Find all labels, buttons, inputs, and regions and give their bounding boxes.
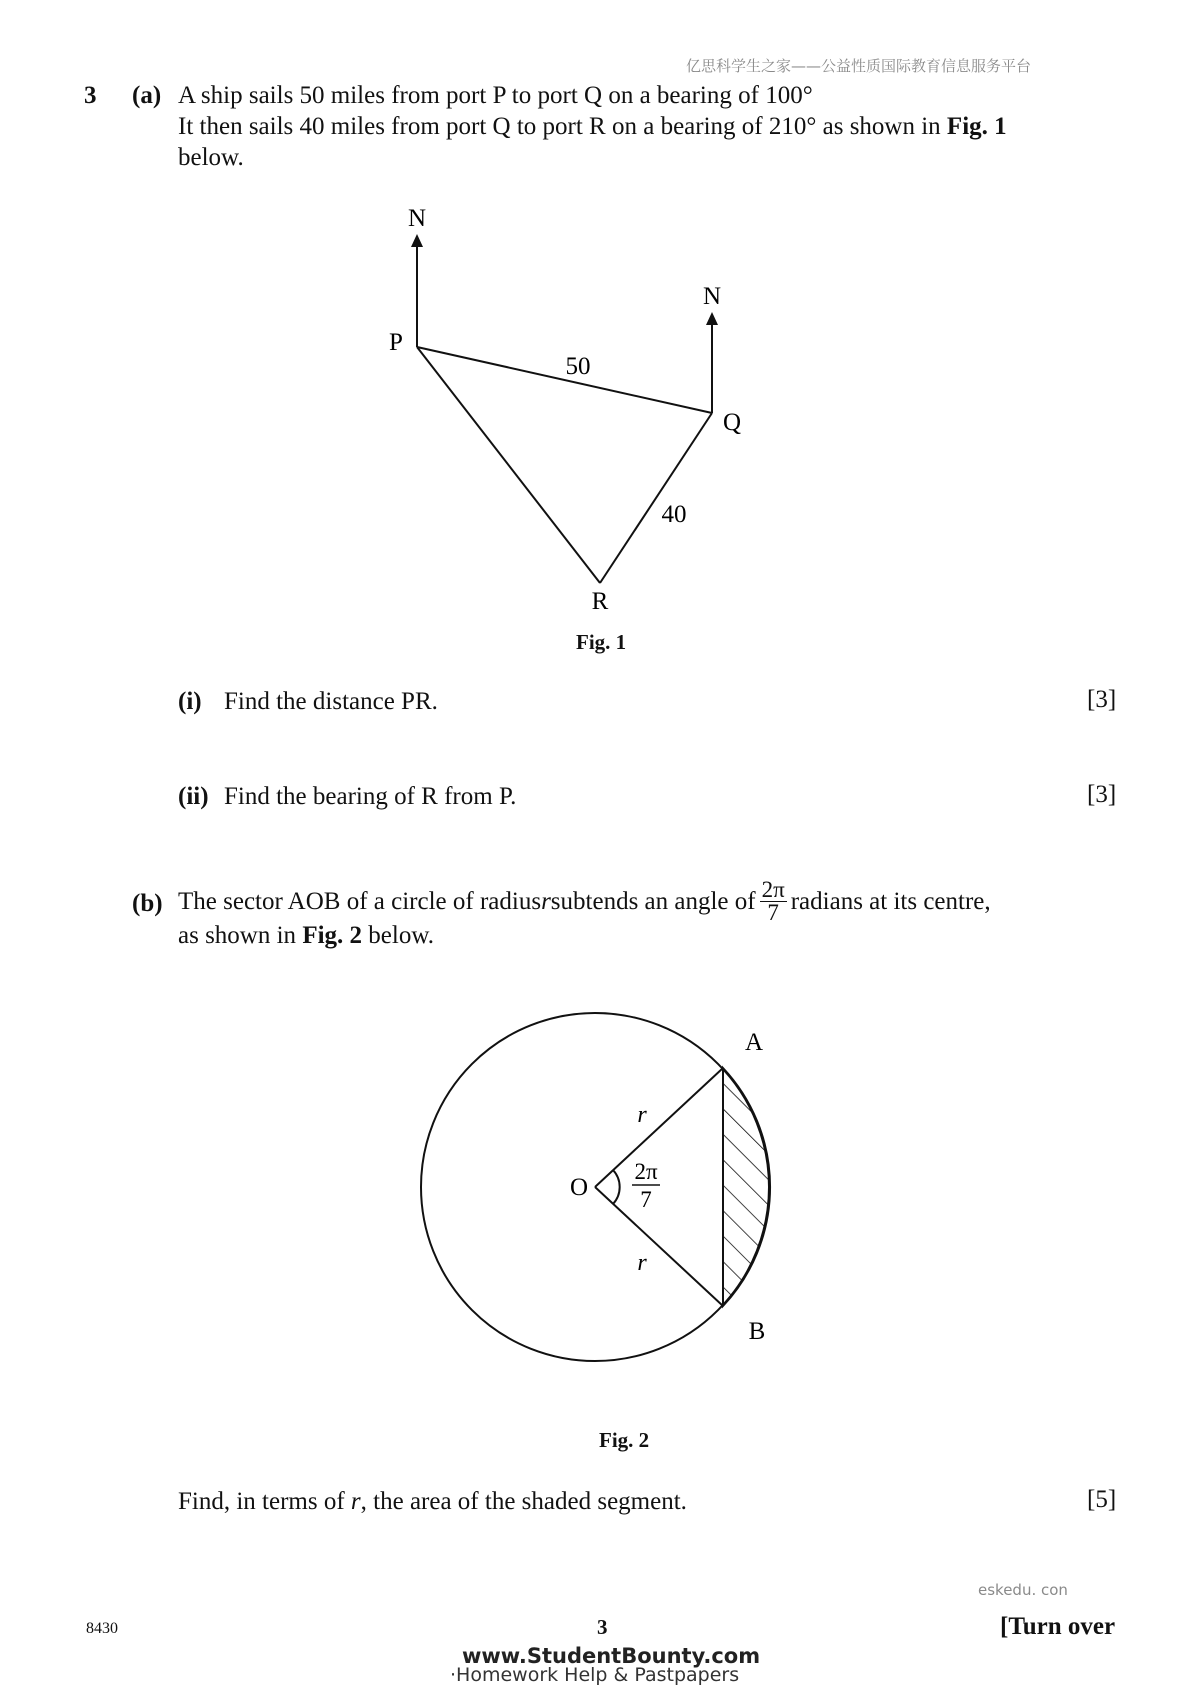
- length-pq-label: 50: [565, 353, 591, 380]
- sub-ii-text: Find the bearing of R from P.: [224, 783, 517, 810]
- eskedu-watermark: eskedu. con: [978, 1581, 1068, 1599]
- part-a-label: (a): [132, 82, 162, 109]
- sub-ii-label: (ii): [178, 783, 209, 810]
- fig2-reference: Fig. 2: [302, 922, 363, 949]
- part-a-line3: below.: [178, 144, 244, 171]
- sub-i-text: Find the distance PR.: [224, 688, 438, 715]
- angle-arc: [613, 1170, 620, 1204]
- fig1-caption: Fig. 1: [576, 630, 627, 654]
- fig2-caption: Fig. 2: [599, 1428, 650, 1452]
- angle-fraction-num: 2π: [761, 876, 785, 902]
- radius-label-bottom: r: [637, 1250, 647, 1276]
- part-b-line2-pre: as shown in: [178, 922, 303, 949]
- length-qr-label: 40: [661, 501, 687, 528]
- fig2-diagram: [410, 1000, 790, 1400]
- angle-label-den: 7: [640, 1187, 652, 1212]
- angle-label-num: 2π: [634, 1159, 658, 1184]
- sub-ii-marks: [3]: [1087, 781, 1117, 808]
- part-a-line2-text: It then sails 40 miles from port Q to port R on a bearing of 210° as shown in: [178, 113, 947, 140]
- part-b-line1-post: radians at its centre,: [790, 887, 991, 915]
- angle-fraction-den: 7: [767, 899, 779, 925]
- part-a-line2: [178, 111, 1007, 142]
- north-arrowhead-p: [411, 234, 423, 247]
- part-b-radius-var: r: [541, 887, 551, 915]
- angle-fraction: [760, 876, 787, 925]
- sub-i-marks: [3]: [1087, 686, 1117, 713]
- point-r-label: R: [591, 588, 609, 615]
- north-label-p: N: [407, 205, 427, 232]
- north-arrowhead-q: [706, 312, 718, 325]
- fig1-reference: Fig. 1: [946, 113, 1007, 140]
- radius-ob: [595, 1187, 723, 1306]
- part-a-line1: A ship sails 50 miles from port P to port Q on a bearing of 100°: [178, 82, 813, 109]
- part-b-task-post: , the area of the shaded segment.: [360, 1488, 687, 1515]
- studentbounty-url[interactable]: www.StudentBounty.com: [462, 1644, 761, 1668]
- top-watermark: 亿思科学生之家——公益性质国际教育信息服务平台: [686, 57, 1032, 75]
- studentbounty-tagline: ·Homework Help & Pastpapers: [450, 1664, 740, 1686]
- question-number: 3: [84, 82, 97, 109]
- point-o-label: O: [569, 1174, 589, 1201]
- part-b-task: [178, 1486, 687, 1517]
- shaded-segment: [723, 1068, 770, 1306]
- north-label-q: N: [702, 283, 722, 310]
- side-qr: [600, 413, 712, 583]
- point-q-label: Q: [722, 409, 742, 436]
- point-b-label: B: [748, 1318, 766, 1345]
- radius-oa: [595, 1068, 723, 1187]
- radius-label-top: r: [637, 1102, 647, 1128]
- page-number: 3: [597, 1615, 608, 1639]
- part-b-marks: [5]: [1087, 1486, 1117, 1513]
- sub-i-label: (i): [178, 688, 202, 715]
- part-b-task-var: r: [350, 1488, 361, 1515]
- part-b-line2: [178, 920, 434, 951]
- part-b-line2-post: below.: [362, 922, 435, 949]
- fig1-diagram: [380, 200, 780, 630]
- part-b-label: (b): [132, 890, 163, 917]
- turn-over-label: [Turn over: [1000, 1613, 1116, 1640]
- point-a-label: A: [744, 1029, 764, 1056]
- part-b-task-pre: Find, in terms of: [178, 1488, 351, 1515]
- paper-code: 8430: [86, 1620, 118, 1637]
- part-b-line1-mid: subtends an angle of: [550, 887, 756, 915]
- part-b-line1-pre: The sector AOB of a circle of radius: [178, 887, 542, 915]
- point-p-label: P: [389, 329, 403, 356]
